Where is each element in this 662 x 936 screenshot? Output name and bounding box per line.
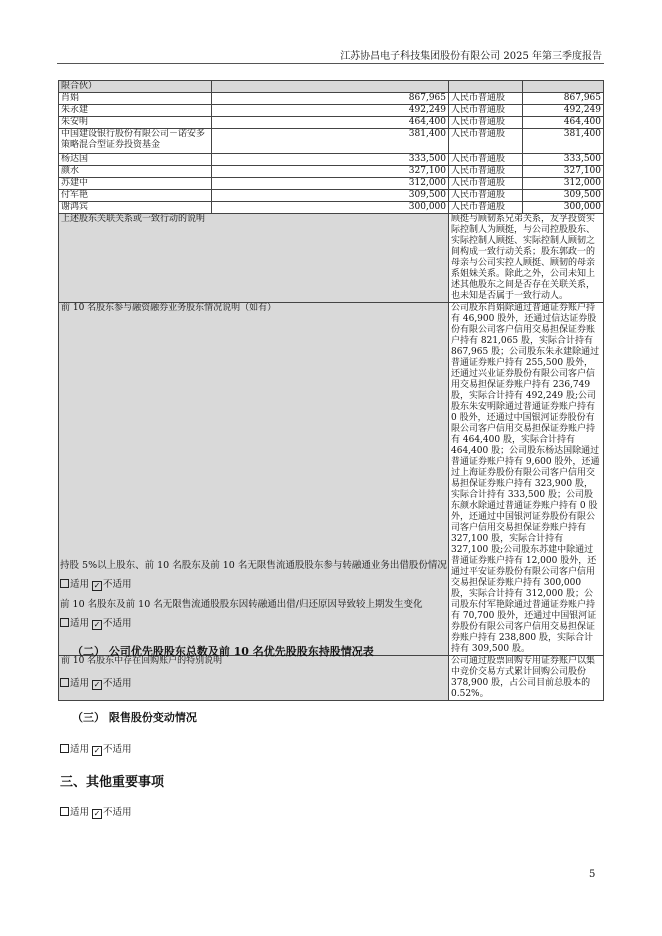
share-num-cell: 300,000 <box>523 202 604 214</box>
applicability-line: 适用 ✓ 不适用 <box>60 804 132 819</box>
section-heading-other-matters: 三、其他重要事项 <box>60 775 165 790</box>
related-party-label: 上述股东关联关系或一致行动的说明 <box>59 214 449 303</box>
holder-name-cell: 肖娟 <box>59 93 212 105</box>
share-num-cell: 333,500 <box>523 154 604 166</box>
share-num-cell: 327,100 <box>523 166 604 178</box>
refinancing-change-paragraph: 前 10 名股东及前 10 名无限售流通股股东因转融通出借/归还原因导致较上期发生变化 <box>60 599 423 610</box>
holder-name-cell: 中国建设银行股份有限公司－诺安多策略混合型证券投资基金 <box>59 129 212 154</box>
share-qty-cell: 381,400 <box>212 129 449 154</box>
checkbox-checked-icon: ✓ <box>93 746 101 755</box>
applicability-line: 适用 ✓ 不适用 <box>60 576 132 591</box>
report-header: 江苏协昌电子科技集团股份有限公司 2025 年第三季度报告 <box>340 51 602 62</box>
share-qty-cell: 464,400 <box>212 117 449 129</box>
checkbox-checked-icon: ✓ <box>93 680 101 689</box>
table-row <box>59 117 604 129</box>
buyback-text: 公司通过股票回购专用证券账户以集中竞价交易方式累计回购公司股份 378,900 股，占公司目前总股本的 0.52%。 <box>449 656 604 701</box>
share-qty-cell: 327,100 <box>212 166 449 178</box>
share-qty-cell: 492,249 <box>212 105 449 117</box>
checkbox-empty-icon <box>60 678 69 687</box>
holder-name-cell: 朱永建 <box>59 105 212 117</box>
checkbox-empty-icon <box>60 744 69 753</box>
checkbox-empty-icon <box>60 618 69 627</box>
related-party-text: 顾挺与顾韧系兄弟关系，友孚投资实际控制人为顾挺，与公司控股股东、实际控制人顾挺、实际控制人顾韧之间构成一致行动关系；股东郭政一的母亲与公司实控人顾挺、顾韧的母亲系姐妹关系。除此之外，公司未知上述其他股东之间是否存在关联关系，也未知是否属于一致行动人。 <box>449 214 604 303</box>
share-num-cell: 309,500 <box>523 190 604 202</box>
share-num-cell: 381,400 <box>523 129 604 154</box>
checkbox-empty-icon <box>60 579 69 588</box>
holder-name-cell: 苏建中 <box>59 178 212 190</box>
applicability-line: 适用 ✓ 不适用 <box>60 741 132 756</box>
header-divider <box>57 63 604 64</box>
table-row <box>59 81 604 93</box>
share-qty-cell: 867,965 <box>212 93 449 105</box>
table-row <box>59 656 604 701</box>
holder-name-cell: 杨达国 <box>59 154 212 166</box>
share-num-cell: 492,249 <box>523 105 604 117</box>
share-num-cell: 867,965 <box>523 93 604 105</box>
share-type-cell: 人民币普通股 <box>449 117 523 129</box>
share-qty-cell: 333,500 <box>212 154 449 166</box>
share-type-cell: 人民币普通股 <box>449 166 523 178</box>
margin-trading-text: 公司股东肖娟除通过普通证券账户持有 46,900 股外，还通过信达证券股份有限公司客户信用交易担保证券账户持有 821,065 股，实际合计持有 867,965 股；公司股东朱永建除通过普通证券账户持有 255,500 股外，还通过兴业证券股份有限公司客户信用交易担保证券账户持有 236,749 股，实际合计持有 492,249 股;公司股东朱安明除通过普通证券账户持有 0 股外，还通过中国银河证券股份有限公司客户信用交易担保证券账户持有 464,400 股，实际合计持有 464,400 股；公司股东杨达国除通过普通证券账户持有 9,600 股外，还通过上海证券股份有限公司客户信用交易担保证券账户持有 323,900 股，实际合计持有 333,500 股；公司股东颜水除通过普通证券账户持有 0 股外，还通过中国银河证券股份有限公司客户信用交易担保证券账户持有 327,100 股，实际合计持有 327,100 股;公司股东苏建中除通过普通证券账户持有 12,000 股外，还通过平安证券股份有限公司客户信用交易担保证券账户持有 300,000 股，实际合计持有 312,000 股；公司股东付军艳除通过普通证券账户持有 70,700 股外，还通过中国银河证券股份有限公司客户信用交易担保证券账户持有 238,800 股，实际合计持有 309,500 股。 <box>449 303 604 656</box>
share-type-cell: 人民币普通股 <box>449 190 523 202</box>
holder-name-cell: 谢鸿宾 <box>59 202 212 214</box>
share-qty-cell: 312,000 <box>212 178 449 190</box>
margin-trading-label: 前 10 名股东参与融资融券业务股东情况说明（如有） <box>59 303 449 656</box>
share-type-cell: 人民币普通股 <box>449 105 523 117</box>
checkbox-empty-icon <box>60 807 69 816</box>
table-row <box>59 178 604 190</box>
table-row <box>59 214 604 303</box>
share-type-cell: 人民币普通股 <box>449 154 523 166</box>
share-num-cell: 464,400 <box>523 117 604 129</box>
table-row <box>59 105 604 117</box>
buyback-label: 前 10 名股东中存在回购账户的特别说明 <box>59 656 449 701</box>
section-heading-preferred-shares: （二） 公司优先股股东总数及前 10 名优先股股东持股情况表 <box>72 645 374 658</box>
page-number: 5 <box>589 869 596 880</box>
refinancing-lending-paragraph: 持股 5%以上股东、前 10 名股东及前 10 名无限售流通股股东参与转融通业务出借股份情况 <box>60 560 447 571</box>
share-type-cell: 人民币普通股 <box>449 93 523 105</box>
share-qty-cell: 300,000 <box>212 202 449 214</box>
share-qty-cell: 309,500 <box>212 190 449 202</box>
checkbox-checked-icon: ✓ <box>93 809 101 818</box>
table-row <box>59 202 604 214</box>
checkbox-checked-icon: ✓ <box>93 620 101 629</box>
table-row <box>59 154 604 166</box>
share-type-cell: 人民币普通股 <box>449 129 523 154</box>
holder-name-cell: 朱安明 <box>59 117 212 129</box>
table-row <box>59 93 604 105</box>
table-row <box>59 190 604 202</box>
table-row <box>59 166 604 178</box>
share-type-cell: 人民币普通股 <box>449 202 523 214</box>
section-heading-restricted-shares: （三） 限售股份变动情况 <box>72 711 197 724</box>
applicability-line: 适用 ✓ 不适用 <box>60 615 132 630</box>
share-type-cell: 人民币普通股 <box>449 178 523 190</box>
table-row <box>59 129 604 154</box>
checkbox-checked-icon: ✓ <box>93 581 101 590</box>
share-num-cell: 312,000 <box>523 178 604 190</box>
applicability-line: 适用 ✓ 不适用 <box>60 675 132 690</box>
holder-name-cell: 颜水 <box>59 166 212 178</box>
holder-name-cell: 付军艳 <box>59 190 212 202</box>
holder-name-cell: 限合伙） <box>59 81 212 93</box>
